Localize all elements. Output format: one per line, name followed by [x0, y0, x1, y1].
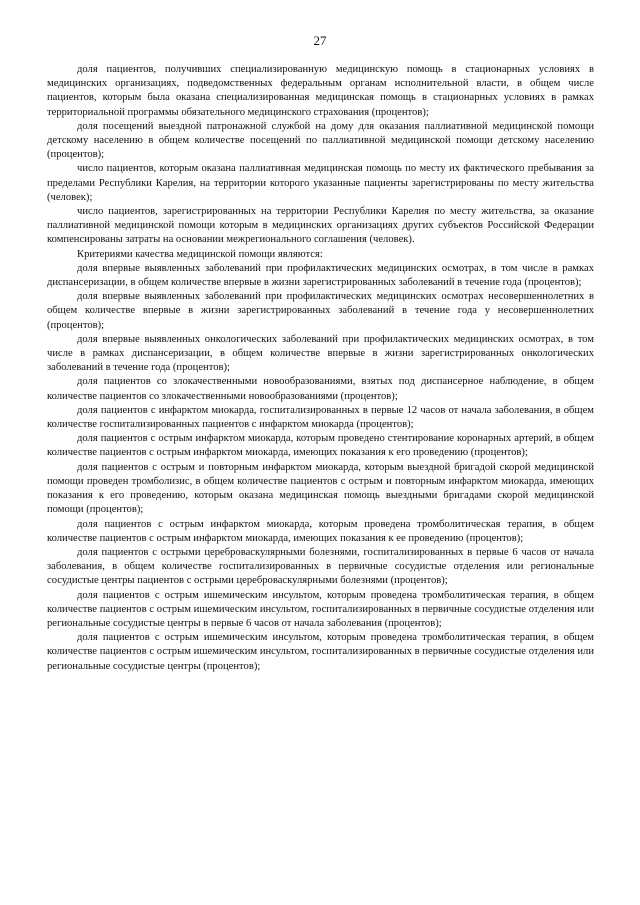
paragraph: доля впервые выявленных заболеваний при профилактических медицинских осмотрах, в том числе в рамках диспансеризации, в общем количестве впервые в жизни зарегистрированных заболеваний в течение года (процентов); [47, 262, 594, 289]
paragraph: доля пациентов с острым инфарктом миокарда, которым проведено стентирование коронарных артерий, в общем количестве пациентов с острым инфарктом миокарда, имеющих показания к его проведению (процентов); [47, 433, 594, 459]
paragraph: доля пациентов с острым ишемическим инсультом, которым проведена тромболитическая терапия, в общем количестве пациентов с острым ишемическим инсультом, госпитализированных в первичные сосудистые отделения или региональные сосудистые центры в первые 6 часов от начала заболевания (процентов); [47, 589, 594, 629]
paragraph: число пациентов, зарегистрированных на территории Республики Карелия по месту жительства, за оказание паллиативной медицинской помощи которым в медицинских организациях других субъектов Российской Федерации компенсированы затраты на основании межрегионального соглашения (человек). [47, 206, 594, 246]
paragraph: доля впервые выявленных заболеваний при профилактических медицинских осмотрах несовершеннолетних в общем количестве впервые в жизни зарегистрированных заболеваний в течение года у несовершеннолетних (процентов); [47, 291, 594, 331]
section-heading: Критериями качества медицинской помощи являются: [77, 248, 323, 260]
page-number: 27 [313, 33, 327, 48]
paragraph: доля пациентов с острым ишемическим инсультом, которым проведена тромболитическая терапия, в общем количестве пациентов с острым ишемическим инсультом, госпитализированных в первичные сосудистые отделения или региональные сосудистые центры (процентов); [47, 632, 594, 672]
paragraph: доля пациентов с инфарктом миокарда, госпитализированных в первые 12 часов от начала заболевания, в общем количестве госпитализированных пациентов с инфарктом миокарда (процентов); [47, 404, 594, 431]
paragraph: доля пациентов с острым инфарктом миокарда, которым проведена тромболитическая терапия, в общем количестве пациентов с острым инфарктом миокарда, имеющих показания к ее проведению (процентов); [47, 518, 594, 544]
paragraph: доля пациентов с острым и повторным инфарктом миокарда, которым выездной бригадой скорой медицинской помощи проведен тромболизис, в общем количестве пациентов с острым и повторным инфарктом миокарда, имеющих показания к его проведению, которым оказана медицинская помощь выездными бригадами скорой медицинской помощи (процентов); [47, 461, 594, 516]
paragraph: доля пациентов с острыми цереброваскулярными болезнями, госпитализированных в первые 6 часов от начала заболевания, в общем количестве госпитализированных в первичные сосудистые отделения или региональные сосудистые центры пациентов с острыми цереброваскулярными болезнями (процентов); [47, 546, 594, 587]
paragraph: доля пациентов со злокачественными новообразованиями, взятых под диспансерное наблюдение, в общем количестве пациентов со злокачественными новообразованиями (процентов); [47, 376, 594, 402]
paragraph: доля пациентов, получивших специализированную медицинскую помощь в стационарных условиях в медицинских организациях, подведомственных федеральным органам исполнительной власти, в общем числе пациентов, которым была оказана специализированная медицинская помощь в стационарных условиях в рамках территориальной программы обязательного медицинского страхования (процентов); [47, 64, 594, 118]
paragraph: доля посещений выездной патронажной службой на дому для оказания паллиативной медицинской помощи детскому населению в общем количестве посещений по паллиативной медицинской помощи детскому населению (процентов); [47, 120, 594, 161]
document-body [47, 63, 594, 674]
paragraph: доля впервые выявленных онкологических заболеваний при профилактических медицинских осмотрах, в том числе в рамках диспансеризации, в общем количестве впервые в жизни зарегистрированных онкологических заболеваний в течение года (процентов); [47, 333, 594, 374]
paragraph: число пациентов, которым оказана паллиативная медицинская помощь по месту их фактического пребывания за пределами Республики Карелия, на территории которого указанные пациенты зарегистрированы по месту жительства (человек); [47, 163, 594, 203]
